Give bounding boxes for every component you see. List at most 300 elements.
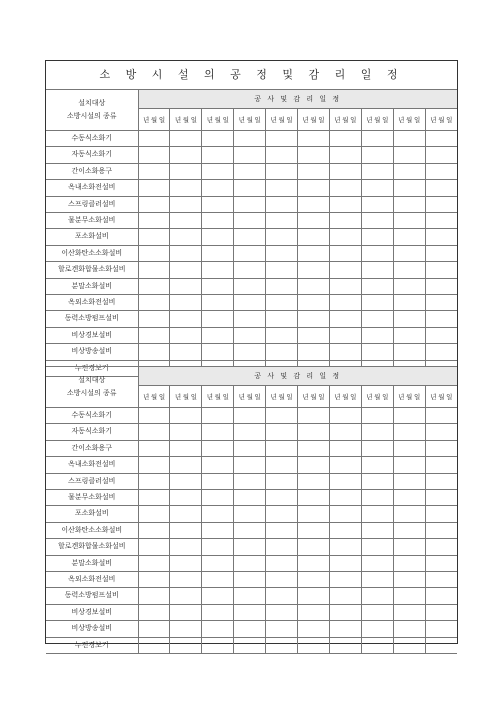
schedule-entry-cell[interactable] [266,245,298,261]
schedule-entry-cell[interactable] [202,147,234,163]
schedule-entry-cell[interactable] [202,588,234,604]
schedule-entry-cell[interactable] [170,163,202,179]
schedule-entry-cell[interactable] [234,408,266,424]
schedule-entry-cell[interactable] [202,457,234,473]
schedule-entry-cell[interactable] [138,408,170,424]
schedule-entry-cell[interactable] [266,506,298,522]
schedule-entry-cell[interactable] [393,506,425,522]
schedule-entry-cell[interactable] [425,245,457,261]
schedule-entry-cell[interactable] [170,295,202,311]
date-header-cell: 년 월 일 [266,386,298,408]
schedule-entry-cell[interactable] [234,163,266,179]
schedule-entry-cell[interactable] [266,131,298,147]
schedule-entry-cell[interactable] [202,196,234,212]
schedule-entry-cell[interactable] [234,424,266,440]
schedule-entry-cell[interactable] [425,147,457,163]
schedule-entry-cell[interactable] [138,490,170,506]
schedule-entry-cell[interactable] [234,196,266,212]
schedule-entry-cell[interactable] [425,311,457,327]
schedule-entry-cell[interactable] [329,262,361,278]
schedule-entry-cell[interactable] [361,245,393,261]
schedule-entry-cell[interactable] [297,278,329,294]
schedule-entry-cell[interactable] [138,637,170,653]
schedule-entry-cell[interactable] [297,408,329,424]
schedule-entry-cell[interactable] [266,196,298,212]
schedule-entry-cell[interactable] [425,424,457,440]
schedule-entry-cell[interactable] [266,572,298,588]
schedule-entry-cell[interactable] [170,131,202,147]
schedule-entry-cell[interactable] [361,213,393,229]
schedule-entry-cell[interactable] [361,424,393,440]
schedule-entry-cell[interactable] [361,147,393,163]
schedule-entry-cell[interactable] [329,424,361,440]
schedule-entry-cell[interactable] [202,327,234,343]
schedule-entry-cell[interactable] [202,262,234,278]
schedule-entry-cell[interactable] [361,180,393,196]
schedule-entry-cell[interactable] [170,440,202,456]
schedule-entry-cell[interactable] [138,457,170,473]
schedule-entry-cell[interactable] [329,163,361,179]
schedule-entry-cell[interactable] [393,327,425,343]
schedule-entry-cell[interactable] [266,604,298,620]
schedule-entry-cell[interactable] [234,457,266,473]
schedule-entry-cell[interactable] [329,295,361,311]
schedule-entry-cell[interactable] [138,262,170,278]
schedule-entry-cell[interactable] [297,637,329,653]
schedule-entry-cell[interactable] [297,539,329,555]
schedule-entry-cell[interactable] [361,555,393,571]
schedule-entry-cell[interactable] [202,555,234,571]
schedule-entry-cell[interactable] [266,344,298,360]
schedule-entry-cell[interactable] [234,245,266,261]
schedule-entry-cell[interactable] [393,245,425,261]
schedule-entry-cell[interactable] [234,213,266,229]
schedule-entry-cell[interactable] [425,604,457,620]
schedule-entry-cell[interactable] [393,163,425,179]
schedule-entry-cell[interactable] [266,621,298,637]
schedule-entry-cell[interactable] [266,424,298,440]
schedule-entry-cell[interactable] [393,588,425,604]
schedule-entry-cell[interactable] [297,604,329,620]
schedule-entry-cell[interactable] [138,621,170,637]
schedule-entry-cell[interactable] [297,311,329,327]
schedule-entry-cell[interactable] [170,637,202,653]
schedule-entry-cell[interactable] [297,440,329,456]
schedule-entry-cell[interactable] [202,295,234,311]
schedule-entry-cell[interactable] [297,457,329,473]
schedule-entry-cell[interactable] [393,555,425,571]
schedule-entry-cell[interactable] [170,213,202,229]
schedule-entry-cell[interactable] [297,555,329,571]
schedule-entry-cell[interactable] [234,131,266,147]
schedule-entry-cell[interactable] [329,311,361,327]
schedule-entry-cell[interactable] [170,180,202,196]
schedule-entry-cell[interactable] [297,572,329,588]
schedule-entry-cell[interactable] [393,229,425,245]
schedule-entry-cell[interactable] [138,131,170,147]
schedule-entry-cell[interactable] [361,278,393,294]
schedule-entry-cell[interactable] [393,196,425,212]
schedule-entry-cell[interactable] [202,572,234,588]
schedule-entry-cell[interactable] [393,604,425,620]
schedule-entry-cell[interactable] [297,295,329,311]
schedule-entry-cell[interactable] [234,506,266,522]
schedule-entry-cell[interactable] [329,344,361,360]
schedule-entry-cell[interactable] [138,572,170,588]
schedule-entry-cell[interactable] [393,311,425,327]
schedule-entry-cell[interactable] [170,604,202,620]
schedule-entry-cell[interactable] [361,229,393,245]
schedule-entry-cell[interactable] [138,229,170,245]
schedule-entry-cell[interactable] [266,440,298,456]
schedule-entry-cell[interactable] [266,539,298,555]
schedule-entry-cell[interactable] [329,196,361,212]
facility-type-cell: 누전경보기 [46,360,138,376]
schedule-entry-cell[interactable] [234,180,266,196]
schedule-entry-cell[interactable] [329,506,361,522]
schedule-entry-cell[interactable] [170,588,202,604]
schedule-entry-cell[interactable] [138,588,170,604]
schedule-entry-cell[interactable] [138,473,170,489]
schedule-entry-cell[interactable] [425,572,457,588]
schedule-entry-cell[interactable] [361,522,393,538]
schedule-entry-cell[interactable] [234,278,266,294]
schedule-entry-cell[interactable] [425,621,457,637]
schedule-entry-cell[interactable] [393,440,425,456]
schedule-entry-cell[interactable] [361,621,393,637]
schedule-entry-cell[interactable] [234,604,266,620]
schedule-entry-cell[interactable] [266,213,298,229]
schedule-entry-cell[interactable] [202,213,234,229]
schedule-entry-cell[interactable] [425,213,457,229]
schedule-entry-cell[interactable] [202,424,234,440]
schedule-entry-cell[interactable] [425,440,457,456]
schedule-entry-cell[interactable] [170,278,202,294]
schedule-entry-cell[interactable] [425,180,457,196]
schedule-entry-cell[interactable] [266,147,298,163]
schedule-entry-cell[interactable] [234,327,266,343]
schedule-entry-cell[interactable] [329,490,361,506]
schedule-entry-cell[interactable] [202,245,234,261]
schedule-entry-cell[interactable] [297,344,329,360]
schedule-entry-cell[interactable] [297,424,329,440]
schedule-entry-cell[interactable] [361,506,393,522]
schedule-entry-cell[interactable] [393,621,425,637]
schedule-entry-cell[interactable] [138,196,170,212]
schedule-entry-cell[interactable] [329,457,361,473]
schedule-entry-cell[interactable] [393,408,425,424]
schedule-entry-cell[interactable] [234,229,266,245]
schedule-entry-cell[interactable] [202,344,234,360]
schedule-entry-cell[interactable] [234,539,266,555]
schedule-entry-cell[interactable] [138,424,170,440]
schedule-entry-cell[interactable] [138,180,170,196]
schedule-entry-cell[interactable] [393,278,425,294]
schedule-entry-cell[interactable] [425,555,457,571]
schedule-entry-cell[interactable] [266,278,298,294]
schedule-entry-cell[interactable] [170,229,202,245]
schedule-entry-cell[interactable] [425,344,457,360]
schedule-entry-cell[interactable] [425,408,457,424]
schedule-entry-cell[interactable] [361,473,393,489]
schedule-entry-cell[interactable] [361,604,393,620]
facility-type-cell: 스프링클러설비 [46,196,138,212]
schedule-entry-cell[interactable] [297,163,329,179]
schedule-entry-cell[interactable] [329,572,361,588]
schedule-entry-cell[interactable] [138,539,170,555]
schedule-entry-cell[interactable] [170,311,202,327]
facility-type-cell: 비상방송설비 [46,344,138,360]
schedule-entry-cell[interactable] [234,555,266,571]
schedule-entry-cell[interactable] [234,440,266,456]
schedule-entry-cell[interactable] [138,522,170,538]
schedule-entry-cell[interactable] [297,490,329,506]
schedule-entry-cell[interactable] [361,131,393,147]
schedule-entry-cell[interactable] [234,637,266,653]
group-header: 공 사 및 감 리 일 정 [138,367,457,386]
schedule-entry-cell[interactable] [170,621,202,637]
schedule-entry-cell[interactable] [393,424,425,440]
schedule-entry-cell[interactable] [170,506,202,522]
schedule-entry-cell[interactable] [393,473,425,489]
schedule-entry-cell[interactable] [170,408,202,424]
schedule-entry-cell[interactable] [425,506,457,522]
schedule-entry-cell[interactable] [393,522,425,538]
schedule-entry-cell[interactable] [393,490,425,506]
schedule-entry-cell[interactable] [425,473,457,489]
schedule-entry-cell[interactable] [361,295,393,311]
schedule-entry-cell[interactable] [329,213,361,229]
schedule-entry-cell[interactable] [393,180,425,196]
schedule-entry-cell[interactable] [393,131,425,147]
schedule-entry-cell[interactable] [138,213,170,229]
schedule-entry-cell[interactable] [361,572,393,588]
table-row [46,278,457,294]
schedule-entry-cell[interactable] [170,245,202,261]
schedule-entry-cell[interactable] [329,604,361,620]
schedule-entry-cell[interactable] [297,180,329,196]
schedule-entry-cell[interactable] [297,506,329,522]
schedule-entry-cell[interactable] [329,473,361,489]
schedule-entry-cell[interactable] [234,522,266,538]
schedule-entry-cell[interactable] [329,147,361,163]
schedule-entry-cell[interactable] [266,408,298,424]
schedule-entry-cell[interactable] [425,131,457,147]
schedule-entry-cell[interactable] [202,604,234,620]
schedule-entry-cell[interactable] [266,163,298,179]
schedule-entry-cell[interactable] [393,295,425,311]
schedule-entry-cell[interactable] [138,278,170,294]
schedule-entry-cell[interactable] [361,440,393,456]
schedule-entry-cell[interactable] [266,473,298,489]
schedule-entry-cell[interactable] [170,473,202,489]
schedule-entry-cell[interactable] [202,311,234,327]
schedule-entry-cell[interactable] [170,457,202,473]
schedule-entry-cell[interactable] [361,539,393,555]
schedule-entry-cell[interactable] [393,457,425,473]
schedule-entry-cell[interactable] [202,229,234,245]
schedule-entry-cell[interactable] [138,245,170,261]
schedule-entry-cell[interactable] [361,637,393,653]
schedule-entry-cell[interactable] [329,278,361,294]
schedule-entry-cell[interactable] [297,196,329,212]
schedule-entry-cell[interactable] [393,147,425,163]
schedule-entry-cell[interactable] [297,245,329,261]
schedule-entry-cell[interactable] [266,555,298,571]
schedule-entry-cell[interactable] [234,572,266,588]
schedule-entry-cell[interactable] [266,327,298,343]
schedule-entry-cell[interactable] [361,344,393,360]
schedule-entry-cell[interactable] [425,522,457,538]
schedule-entry-cell[interactable] [361,262,393,278]
schedule-entry-cell[interactable] [138,295,170,311]
schedule-entry-cell[interactable] [425,295,457,311]
table-row [46,539,457,555]
schedule-entry-cell[interactable] [170,344,202,360]
schedule-entry-cell[interactable] [425,278,457,294]
schedule-entry-cell[interactable] [266,295,298,311]
schedule-entry-cell[interactable] [202,180,234,196]
schedule-entry-cell[interactable] [361,457,393,473]
schedule-entry-cell[interactable] [138,506,170,522]
schedule-entry-cell[interactable] [138,163,170,179]
schedule-entry-cell[interactable] [393,344,425,360]
schedule-entry-cell[interactable] [202,440,234,456]
schedule-entry-cell[interactable] [234,621,266,637]
schedule-entry-cell[interactable] [170,490,202,506]
schedule-entry-cell[interactable] [202,522,234,538]
schedule-entry-cell[interactable] [297,262,329,278]
schedule-entry-cell[interactable] [138,311,170,327]
schedule-entry-cell[interactable] [266,457,298,473]
schedule-entry-cell[interactable] [202,539,234,555]
schedule-entry-cell[interactable] [425,637,457,653]
schedule-entry-cell[interactable] [202,278,234,294]
schedule-entry-cell[interactable] [202,506,234,522]
schedule-entry-cell[interactable] [138,327,170,343]
schedule-entry-cell[interactable] [138,604,170,620]
schedule-entry-cell[interactable] [138,440,170,456]
schedule-entry-cell[interactable] [393,539,425,555]
schedule-entry-cell[interactable] [425,196,457,212]
schedule-entry-cell[interactable] [425,588,457,604]
schedule-entry-cell[interactable] [361,311,393,327]
schedule-entry-cell[interactable] [234,295,266,311]
schedule-entry-cell[interactable] [234,147,266,163]
schedule-entry-cell[interactable] [361,408,393,424]
schedule-entry-cell[interactable] [329,229,361,245]
schedule-entry-cell[interactable] [297,229,329,245]
schedule-entry-cell[interactable] [329,408,361,424]
schedule-entry-cell[interactable] [234,473,266,489]
schedule-entry-cell[interactable] [202,163,234,179]
schedule-entry-cell[interactable] [329,245,361,261]
schedule-entry-cell[interactable] [297,213,329,229]
schedule-entry-cell[interactable] [393,572,425,588]
schedule-entry-cell[interactable] [266,262,298,278]
schedule-entry-cell[interactable] [297,588,329,604]
schedule-entry-cell[interactable] [361,327,393,343]
schedule-entry-cell[interactable] [170,424,202,440]
schedule-entry-cell[interactable] [329,555,361,571]
schedule-entry-cell[interactable] [234,490,266,506]
schedule-entry-cell[interactable] [329,588,361,604]
schedule-entry-cell[interactable] [234,262,266,278]
schedule-entry-cell[interactable] [170,196,202,212]
schedule-entry-cell[interactable] [425,262,457,278]
schedule-entry-cell[interactable] [170,572,202,588]
schedule-entry-cell[interactable] [297,522,329,538]
schedule-entry-cell[interactable] [138,344,170,360]
schedule-entry-cell[interactable] [329,522,361,538]
schedule-entry-cell[interactable] [393,637,425,653]
schedule-entry-cell[interactable] [361,163,393,179]
schedule-entry-cell[interactable] [202,621,234,637]
schedule-entry-cell[interactable] [329,180,361,196]
schedule-entry-cell[interactable] [361,490,393,506]
schedule-entry-cell[interactable] [329,440,361,456]
schedule-entry-cell[interactable] [297,327,329,343]
schedule-entry-cell[interactable] [297,621,329,637]
schedule-entry-cell[interactable] [266,229,298,245]
schedule-entry-cell[interactable] [170,522,202,538]
schedule-entry-cell[interactable] [266,522,298,538]
schedule-entry-cell[interactable] [297,473,329,489]
schedule-entry-cell[interactable] [425,327,457,343]
schedule-entry-cell[interactable] [425,539,457,555]
schedule-entry-cell[interactable] [297,147,329,163]
schedule-entry-cell[interactable] [170,262,202,278]
schedule-entry-cell[interactable] [361,588,393,604]
schedule-entry-cell[interactable] [202,473,234,489]
schedule-entry-cell[interactable] [297,131,329,147]
schedule-entry-cell[interactable] [393,213,425,229]
schedule-entry-cell[interactable] [202,131,234,147]
schedule-entry-cell[interactable] [329,131,361,147]
schedule-entry-cell[interactable] [170,555,202,571]
schedule-entry-cell[interactable] [234,588,266,604]
table-row [46,424,457,440]
schedule-entry-cell[interactable] [361,196,393,212]
schedule-entry-cell[interactable] [170,539,202,555]
schedule-entry-cell[interactable] [266,637,298,653]
header-row [46,367,457,386]
schedule-entry-cell[interactable] [329,637,361,653]
schedule-entry-cell[interactable] [425,163,457,179]
schedule-entry-cell[interactable] [266,588,298,604]
schedule-entry-cell[interactable] [202,637,234,653]
schedule-entry-cell[interactable] [202,490,234,506]
schedule-entry-cell[interactable] [234,344,266,360]
schedule-entry-cell[interactable] [170,147,202,163]
schedule-entry-cell[interactable] [138,147,170,163]
schedule-entry-cell[interactable] [393,262,425,278]
schedule-entry-cell[interactable] [138,555,170,571]
schedule-entry-cell[interactable] [234,311,266,327]
schedule-entry-cell[interactable] [329,327,361,343]
schedule-entry-cell[interactable] [266,490,298,506]
schedule-entry-cell[interactable] [425,490,457,506]
schedule-entry-cell[interactable] [329,621,361,637]
schedule-entry-cell[interactable] [202,408,234,424]
schedule-entry-cell[interactable] [266,311,298,327]
schedule-entry-cell[interactable] [329,539,361,555]
schedule-entry-cell[interactable] [266,180,298,196]
schedule-entry-cell[interactable] [425,229,457,245]
schedule-entry-cell[interactable] [170,327,202,343]
corner-label-bottom: 소방시설의 종류 [66,112,117,120]
schedule-entry-cell[interactable] [425,457,457,473]
